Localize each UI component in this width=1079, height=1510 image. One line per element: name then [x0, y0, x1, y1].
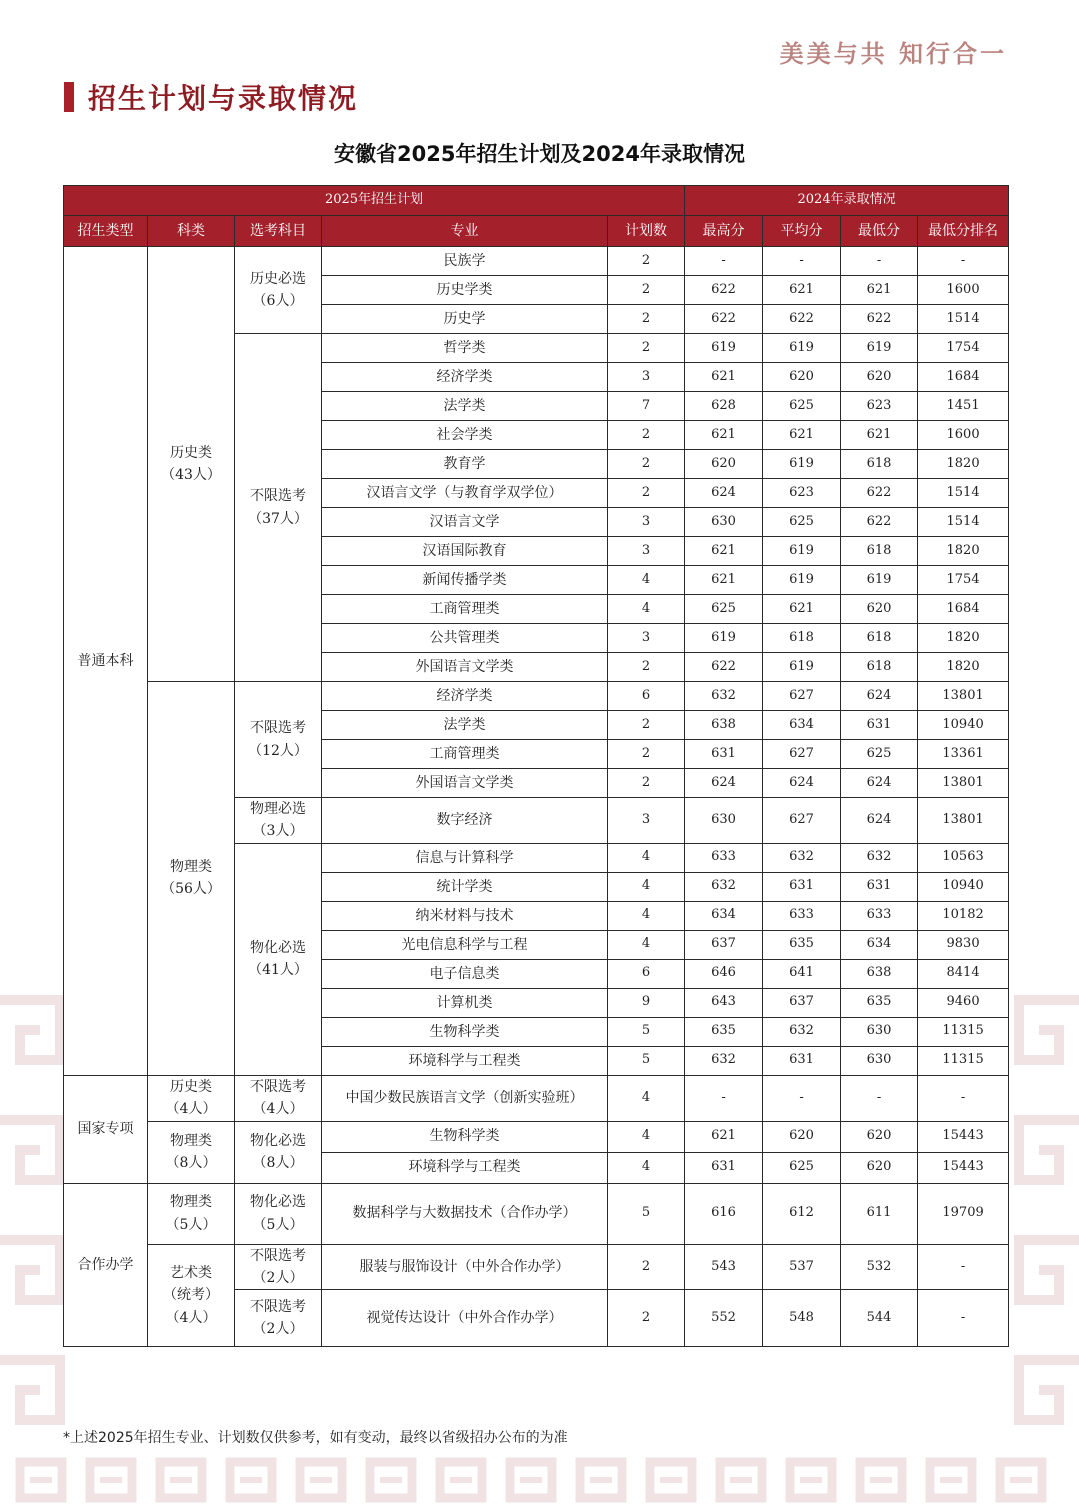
- quota-cell: 2: [608, 711, 685, 740]
- min-score-cell: 622: [841, 479, 918, 508]
- major-cell: 视觉传达设计（中外合作办学）: [322, 1290, 608, 1347]
- major-cell: 历史学类: [322, 276, 608, 305]
- major-cell: 生物科学类: [322, 1121, 608, 1152]
- min-rank-cell: 1451: [918, 392, 1009, 421]
- min-rank-cell: 1820: [918, 450, 1009, 479]
- min-score-cell: 634: [841, 930, 918, 959]
- motto-text: 美美与共 知行合一: [779, 39, 1007, 68]
- min-score-cell: 623: [841, 392, 918, 421]
- min-rank-cell: -: [918, 1075, 1009, 1121]
- major-cell: 纳米材料与技术: [322, 901, 608, 930]
- subject-cell: 物化必选 （41人）: [235, 843, 322, 1075]
- max-score-cell: 625: [685, 595, 763, 624]
- min-score-cell: 631: [841, 872, 918, 901]
- max-score-cell: 637: [685, 930, 763, 959]
- max-score-cell: 621: [685, 421, 763, 450]
- min-rank-cell: 11315: [918, 1017, 1009, 1046]
- min-score-cell: 635: [841, 988, 918, 1017]
- major-cell: 经济学类: [322, 363, 608, 392]
- quota-cell: 3: [608, 624, 685, 653]
- quota-cell: 2: [608, 653, 685, 682]
- avg-score-cell: 624: [763, 769, 841, 798]
- max-score-cell: 624: [685, 769, 763, 798]
- max-score-cell: 622: [685, 653, 763, 682]
- min-score-cell: 621: [841, 421, 918, 450]
- column-header-category: 科类: [148, 216, 235, 247]
- min-rank-cell: 1820: [918, 624, 1009, 653]
- quota-cell: 5: [608, 1017, 685, 1046]
- avg-score-cell: 633: [763, 901, 841, 930]
- min-score-cell: 631: [841, 711, 918, 740]
- major-cell: 服装与服饰设计（中外合作办学）: [322, 1244, 608, 1290]
- avg-score-cell: 620: [763, 363, 841, 392]
- max-score-cell: 634: [685, 901, 763, 930]
- major-cell: 公共管理类: [322, 624, 608, 653]
- subject-cell: 物理必选 （3人）: [235, 798, 322, 844]
- quota-cell: 2: [608, 450, 685, 479]
- major-cell: 工商管理类: [322, 595, 608, 624]
- column-header-subject: 选考科目: [235, 216, 322, 247]
- avg-score-cell: 621: [763, 276, 841, 305]
- min-score-cell: 625: [841, 740, 918, 769]
- major-cell: 信息与计算科学: [322, 843, 608, 872]
- min-score-cell: 611: [841, 1183, 918, 1244]
- min-rank-cell: 1514: [918, 508, 1009, 537]
- admission-table: [63, 185, 1009, 1347]
- min-score-cell: 619: [841, 566, 918, 595]
- quota-cell: 3: [608, 363, 685, 392]
- quota-cell: 6: [608, 959, 685, 988]
- max-score-cell: 621: [685, 537, 763, 566]
- avg-score-cell: 621: [763, 421, 841, 450]
- max-score-cell: 622: [685, 305, 763, 334]
- major-cell: 汉语言文学: [322, 508, 608, 537]
- quota-cell: 4: [608, 1152, 685, 1183]
- avg-score-cell: 622: [763, 305, 841, 334]
- major-cell: 统计学类: [322, 872, 608, 901]
- column-header-type: 招生类型: [64, 216, 148, 247]
- min-score-cell: 624: [841, 769, 918, 798]
- quota-cell: 4: [608, 595, 685, 624]
- major-cell: 环境科学与工程类: [322, 1046, 608, 1075]
- max-score-cell: 633: [685, 843, 763, 872]
- min-score-cell: 622: [841, 305, 918, 334]
- max-score-cell: 630: [685, 508, 763, 537]
- subject-cell: 历史必选 （6人）: [235, 247, 322, 334]
- max-score-cell: 619: [685, 334, 763, 363]
- quota-cell: 5: [608, 1046, 685, 1075]
- max-score-cell: 631: [685, 740, 763, 769]
- min-rank-cell: 15443: [918, 1121, 1009, 1152]
- subject-cell: 不限选考 （37人）: [235, 334, 322, 682]
- avg-score-cell: 634: [763, 711, 841, 740]
- avg-score-cell: 627: [763, 682, 841, 711]
- category-cell: 物理类 （5人）: [148, 1183, 235, 1244]
- major-cell: 民族学: [322, 247, 608, 276]
- table-row: [64, 1121, 1009, 1152]
- min-score-cell: 618: [841, 450, 918, 479]
- major-cell: 法学类: [322, 711, 608, 740]
- avg-score-cell: 641: [763, 959, 841, 988]
- quota-cell: 2: [608, 479, 685, 508]
- min-rank-cell: 1820: [918, 653, 1009, 682]
- subject-cell: 物化必选 （5人）: [235, 1183, 322, 1244]
- table-row: [64, 1183, 1009, 1244]
- quota-cell: 3: [608, 537, 685, 566]
- major-cell: 历史学: [322, 305, 608, 334]
- min-score-cell: 618: [841, 624, 918, 653]
- min-rank-cell: -: [918, 1290, 1009, 1347]
- quota-cell: 2: [608, 1290, 685, 1347]
- min-score-cell: 620: [841, 1121, 918, 1152]
- min-rank-cell: 1820: [918, 537, 1009, 566]
- major-cell: 教育学: [322, 450, 608, 479]
- major-cell: 数据科学与大数据技术（合作办学）: [322, 1183, 608, 1244]
- min-rank-cell: 13361: [918, 740, 1009, 769]
- min-score-cell: 618: [841, 537, 918, 566]
- max-score-cell: 635: [685, 1017, 763, 1046]
- min-score-cell: 619: [841, 334, 918, 363]
- quota-cell: 2: [608, 305, 685, 334]
- avg-score-cell: -: [763, 1075, 841, 1121]
- footnote: *上述2025年招生专业、计划数仅供参考，如有变动，最终以省级招办公布的为准: [63, 1430, 568, 1446]
- min-score-cell: 624: [841, 798, 918, 844]
- avg-score-cell: 619: [763, 334, 841, 363]
- min-rank-cell: 1600: [918, 276, 1009, 305]
- category-cell: 物理类 （56人）: [148, 682, 235, 1076]
- min-score-cell: 544: [841, 1290, 918, 1347]
- min-score-cell: -: [841, 1075, 918, 1121]
- major-cell: 汉语言文学（与教育学双学位）: [322, 479, 608, 508]
- min-rank-cell: 1754: [918, 334, 1009, 363]
- quota-cell: 4: [608, 1121, 685, 1152]
- max-score-cell: 632: [685, 1046, 763, 1075]
- min-score-cell: 621: [841, 276, 918, 305]
- quota-cell: 3: [608, 508, 685, 537]
- quota-cell: 7: [608, 392, 685, 421]
- min-score-cell: 620: [841, 1152, 918, 1183]
- max-score-cell: 643: [685, 988, 763, 1017]
- max-score-cell: 620: [685, 450, 763, 479]
- min-score-cell: 618: [841, 653, 918, 682]
- table-row: [64, 682, 1009, 711]
- max-score-cell: 543: [685, 1244, 763, 1290]
- quota-cell: 2: [608, 334, 685, 363]
- quota-cell: 2: [608, 247, 685, 276]
- quota-cell: 4: [608, 901, 685, 930]
- avg-score-cell: 621: [763, 595, 841, 624]
- quota-cell: 2: [608, 769, 685, 798]
- quota-cell: 3: [608, 798, 685, 844]
- min-score-cell: -: [841, 247, 918, 276]
- min-rank-cell: -: [918, 1244, 1009, 1290]
- avg-score-cell: 632: [763, 1017, 841, 1046]
- major-cell: 哲学类: [322, 334, 608, 363]
- avg-score-cell: 627: [763, 798, 841, 844]
- quota-cell: 2: [608, 276, 685, 305]
- min-score-cell: 620: [841, 363, 918, 392]
- avg-score-cell: 612: [763, 1183, 841, 1244]
- avg-score-cell: 620: [763, 1121, 841, 1152]
- min-rank-cell: 1684: [918, 363, 1009, 392]
- avg-score-cell: 627: [763, 740, 841, 769]
- min-rank-cell: 10940: [918, 711, 1009, 740]
- avg-score-cell: 637: [763, 988, 841, 1017]
- min-score-cell: 630: [841, 1046, 918, 1075]
- quota-cell: 4: [608, 872, 685, 901]
- max-score-cell: 630: [685, 798, 763, 844]
- major-cell: 法学类: [322, 392, 608, 421]
- avg-score-cell: 631: [763, 1046, 841, 1075]
- min-score-cell: 620: [841, 595, 918, 624]
- enrollment-type-cell: 普通本科: [64, 247, 148, 1076]
- avg-score-cell: 619: [763, 566, 841, 595]
- column-header-avg: 平均分: [763, 216, 841, 247]
- avg-score-cell: 548: [763, 1290, 841, 1347]
- max-score-cell: 621: [685, 363, 763, 392]
- major-cell: 经济学类: [322, 682, 608, 711]
- min-score-cell: 633: [841, 901, 918, 930]
- min-rank-cell: 13801: [918, 682, 1009, 711]
- avg-score-cell: 625: [763, 508, 841, 537]
- min-rank-cell: 19709: [918, 1183, 1009, 1244]
- min-rank-cell: 10563: [918, 843, 1009, 872]
- enrollment-type-cell: 合作办学: [64, 1183, 148, 1347]
- table-title: 安徽省2025年招生计划及2024年录取情况: [334, 142, 745, 166]
- subject-cell: 不限选考 （4人）: [235, 1075, 322, 1121]
- min-rank-cell: 8414: [918, 959, 1009, 988]
- min-rank-cell: 1514: [918, 479, 1009, 508]
- quota-cell: 5: [608, 1183, 685, 1244]
- min-rank-cell: 15443: [918, 1152, 1009, 1183]
- avg-score-cell: 625: [763, 1152, 841, 1183]
- section-title: 招生计划与录取情况: [88, 82, 359, 115]
- subject-cell: 不限选考 （2人）: [235, 1244, 322, 1290]
- major-cell: 电子信息类: [322, 959, 608, 988]
- avg-score-cell: 623: [763, 479, 841, 508]
- min-rank-cell: 1754: [918, 566, 1009, 595]
- max-score-cell: 552: [685, 1290, 763, 1347]
- enrollment-type-cell: 国家专项: [64, 1075, 148, 1183]
- max-score-cell: 616: [685, 1183, 763, 1244]
- min-score-cell: 632: [841, 843, 918, 872]
- quota-cell: 4: [608, 930, 685, 959]
- major-cell: 数字经济: [322, 798, 608, 844]
- avg-score-cell: 618: [763, 624, 841, 653]
- avg-score-cell: 537: [763, 1244, 841, 1290]
- quota-cell: 4: [608, 1075, 685, 1121]
- avg-score-cell: 632: [763, 843, 841, 872]
- section-marker: [64, 82, 74, 112]
- subject-cell: 物化必选 （8人）: [235, 1121, 322, 1183]
- min-rank-cell: -: [918, 247, 1009, 276]
- major-cell: 生物科学类: [322, 1017, 608, 1046]
- max-score-cell: 632: [685, 682, 763, 711]
- min-rank-cell: 13801: [918, 769, 1009, 798]
- avg-score-cell: 619: [763, 537, 841, 566]
- min-score-cell: 630: [841, 1017, 918, 1046]
- section-header: [64, 80, 358, 114]
- min-rank-cell: 10182: [918, 901, 1009, 930]
- max-score-cell: 628: [685, 392, 763, 421]
- max-score-cell: 619: [685, 624, 763, 653]
- min-rank-cell: 1684: [918, 595, 1009, 624]
- major-cell: 汉语国际教育: [322, 537, 608, 566]
- min-rank-cell: 1600: [918, 421, 1009, 450]
- major-cell: 外国语言文学类: [322, 769, 608, 798]
- avg-score-cell: 625: [763, 392, 841, 421]
- major-cell: 新闻传播学类: [322, 566, 608, 595]
- column-header-max: 最高分: [685, 216, 763, 247]
- major-cell: 计算机类: [322, 988, 608, 1017]
- major-cell: 外国语言文学类: [322, 653, 608, 682]
- column-header-quota: 计划数: [608, 216, 685, 247]
- max-score-cell: 621: [685, 1121, 763, 1152]
- quota-cell: 2: [608, 1244, 685, 1290]
- min-rank-cell: 11315: [918, 1046, 1009, 1075]
- category-cell: 历史类 （43人）: [148, 247, 235, 682]
- min-rank-cell: 9830: [918, 930, 1009, 959]
- min-rank-cell: 13801: [918, 798, 1009, 844]
- quota-cell: 9: [608, 988, 685, 1017]
- quota-cell: 4: [608, 566, 685, 595]
- category-cell: 历史类 （4人）: [148, 1075, 235, 1121]
- quota-cell: 2: [608, 421, 685, 450]
- category-cell: 物理类 （8人）: [148, 1121, 235, 1183]
- min-rank-cell: 10940: [918, 872, 1009, 901]
- column-header-rank: 最低分排名: [918, 216, 1009, 247]
- quota-cell: 6: [608, 682, 685, 711]
- subject-cell: 不限选考 （2人）: [235, 1290, 322, 1347]
- min-score-cell: 624: [841, 682, 918, 711]
- category-cell: 艺术类 （统考） （4人）: [148, 1244, 235, 1347]
- major-cell: 社会学类: [322, 421, 608, 450]
- max-score-cell: 624: [685, 479, 763, 508]
- column-header-major: 专业: [322, 216, 608, 247]
- quota-cell: 4: [608, 843, 685, 872]
- min-rank-cell: 1514: [918, 305, 1009, 334]
- min-score-cell: 532: [841, 1244, 918, 1290]
- major-cell: 环境科学与工程类: [322, 1152, 608, 1183]
- avg-score-cell: 619: [763, 653, 841, 682]
- avg-score-cell: 635: [763, 930, 841, 959]
- table-row: [64, 1075, 1009, 1121]
- major-cell: 中国少数民族语言文学（创新实验班）: [322, 1075, 608, 1121]
- max-score-cell: 646: [685, 959, 763, 988]
- max-score-cell: 632: [685, 872, 763, 901]
- table-row: [64, 247, 1009, 276]
- max-score-cell: 631: [685, 1152, 763, 1183]
- min-score-cell: 622: [841, 508, 918, 537]
- major-cell: 光电信息科学与工程: [322, 930, 608, 959]
- min-rank-cell: 9460: [918, 988, 1009, 1017]
- min-score-cell: 638: [841, 959, 918, 988]
- table-row: [64, 1244, 1009, 1290]
- avg-score-cell: 619: [763, 450, 841, 479]
- group-header-result: 2024年录取情况: [685, 186, 1009, 216]
- max-score-cell: -: [685, 247, 763, 276]
- quota-cell: 2: [608, 740, 685, 769]
- max-score-cell: -: [685, 1075, 763, 1121]
- column-header-min: 最低分: [841, 216, 918, 247]
- avg-score-cell: 631: [763, 872, 841, 901]
- max-score-cell: 622: [685, 276, 763, 305]
- max-score-cell: 621: [685, 566, 763, 595]
- avg-score-cell: -: [763, 247, 841, 276]
- max-score-cell: 638: [685, 711, 763, 740]
- subject-cell: 不限选考 （12人）: [235, 682, 322, 798]
- group-header-plan: 2025年招生计划: [64, 186, 685, 216]
- major-cell: 工商管理类: [322, 740, 608, 769]
